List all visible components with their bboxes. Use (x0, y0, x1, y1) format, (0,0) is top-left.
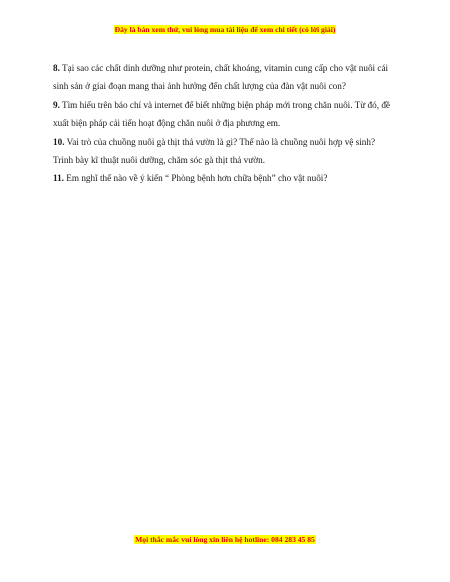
hotline-banner (0, 535, 450, 545)
question-text: Tại sao các chất dinh dưỡng như protein, chất khoáng, vitamin cung cấp cho vật nuôi cái sinh sản ở giai đoạn mang thai ảnh hưởng đến chất lượng của đàn vật nuôi con? (53, 63, 389, 92)
question-number: 9. (53, 99, 60, 110)
question-number: 11. (53, 173, 64, 184)
question-text: Vai trò của chuồng nuôi gà thịt thả vườn là gì? Thế nào là chuồng nuôi hợp vệ sinh? (64, 136, 376, 147)
preview-notice-text: Đây là bản xem thử, vui lòng mua tài liệu để xem chi tiết (có lời giải) (114, 25, 336, 34)
question-8 (53, 59, 398, 96)
question-text: Tìm hiểu trên báo chí và internet để biết những biện pháp mới trong chăn nuôi. Từ đó, đề xuất biện pháp cải tiến hoạt động chăn nuôi ở địa phương em. (53, 99, 390, 129)
question-number: 8. (53, 63, 60, 73)
question-10 (53, 133, 398, 151)
question-11 (53, 169, 398, 187)
question-number: 10. (53, 136, 65, 147)
hotline-text: Mọi thắc mắc vui lòng xin liên hệ hotline: 084 283 45 85 (135, 535, 315, 544)
question-text: Em nghĩ thế nào về ý kiến “ Phòng bệnh hơn chữa bệnh” cho vật nuôi? (63, 173, 328, 184)
preview-notice-banner (0, 25, 450, 35)
question-9 (53, 96, 398, 133)
question-10-extra: Trình bày kĩ thuật nuôi dưỡng, chăm sóc gà thịt thả vườn. (53, 155, 265, 166)
question-list (53, 59, 398, 188)
